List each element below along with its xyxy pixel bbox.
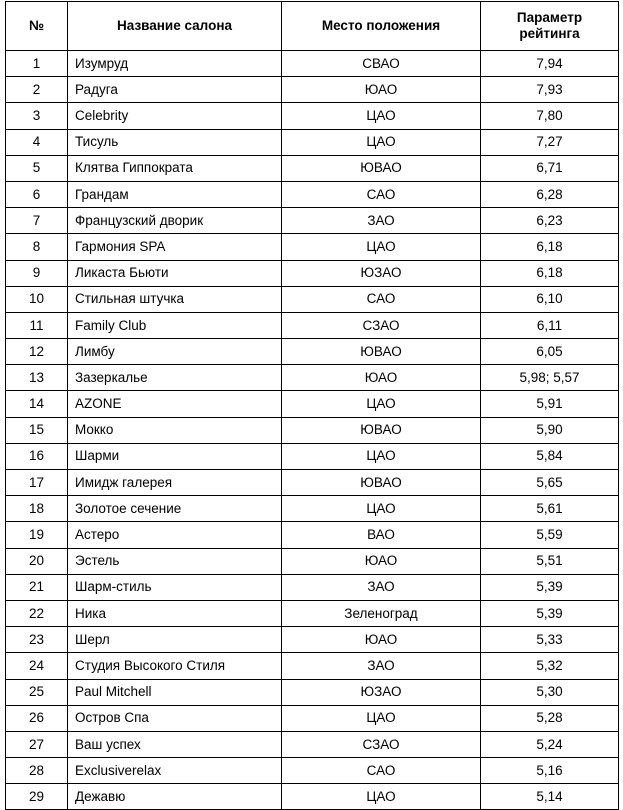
cell-name: Тисуль bbox=[68, 129, 282, 155]
cell-name: Изумруд bbox=[68, 51, 282, 77]
cell-rating: 6,10 bbox=[481, 286, 619, 312]
cell-location: ЮЗАО bbox=[282, 679, 481, 705]
cell-name: Paul Mitchell bbox=[68, 679, 282, 705]
cell-location: ЦАО bbox=[282, 129, 481, 155]
cell-name: Шарми bbox=[68, 443, 282, 469]
cell-rating: 5,84 bbox=[481, 443, 619, 469]
table-row bbox=[6, 627, 619, 653]
cell-location: ВАО bbox=[282, 522, 481, 548]
cell-rating: 6,71 bbox=[481, 155, 619, 181]
cell-num: 10 bbox=[6, 286, 68, 312]
cell-num: 2 bbox=[6, 77, 68, 103]
table-row bbox=[6, 391, 619, 417]
column-header-location: Место положения bbox=[282, 2, 481, 51]
cell-location: СЗАО bbox=[282, 731, 481, 757]
cell-location: ЮАО bbox=[282, 365, 481, 391]
cell-rating: 5,28 bbox=[481, 705, 619, 731]
cell-rating: 5,30 bbox=[481, 679, 619, 705]
table-row bbox=[6, 705, 619, 731]
cell-num: 16 bbox=[6, 443, 68, 469]
table-row bbox=[6, 443, 619, 469]
table-body bbox=[6, 51, 619, 810]
cell-rating: 6,18 bbox=[481, 260, 619, 286]
cell-num: 26 bbox=[6, 705, 68, 731]
cell-rating: 6,05 bbox=[481, 339, 619, 365]
cell-name: Стильная штучка bbox=[68, 286, 282, 312]
table-row bbox=[6, 234, 619, 260]
cell-num: 15 bbox=[6, 417, 68, 443]
cell-num: 28 bbox=[6, 758, 68, 784]
cell-rating: 5,14 bbox=[481, 784, 619, 810]
cell-rating: 7,93 bbox=[481, 77, 619, 103]
cell-num: 24 bbox=[6, 653, 68, 679]
cell-num: 14 bbox=[6, 391, 68, 417]
cell-location: ЮВАО bbox=[282, 155, 481, 181]
cell-location: ЗАО bbox=[282, 653, 481, 679]
cell-location: САО bbox=[282, 181, 481, 207]
table-row bbox=[6, 784, 619, 810]
cell-location: Зеленоград bbox=[282, 600, 481, 626]
cell-name: Exclusiverelax bbox=[68, 758, 282, 784]
cell-location: ЦАО bbox=[282, 391, 481, 417]
table-header-row bbox=[6, 2, 619, 51]
cell-name: Ника bbox=[68, 600, 282, 626]
table-row bbox=[6, 129, 619, 155]
table-row bbox=[6, 365, 619, 391]
table-row bbox=[6, 470, 619, 496]
cell-rating: 7,27 bbox=[481, 129, 619, 155]
cell-rating: 5,39 bbox=[481, 574, 619, 600]
table-row bbox=[6, 653, 619, 679]
cell-location: ЮАО bbox=[282, 77, 481, 103]
cell-name: Французский дворик bbox=[68, 208, 282, 234]
cell-name: Шарм-стиль bbox=[68, 574, 282, 600]
cell-num: 27 bbox=[6, 731, 68, 757]
cell-num: 8 bbox=[6, 234, 68, 260]
cell-name: Астеро bbox=[68, 522, 282, 548]
cell-name: Золотое сечение bbox=[68, 496, 282, 522]
cell-rating: 7,94 bbox=[481, 51, 619, 77]
cell-rating: 5,59 bbox=[481, 522, 619, 548]
column-header-number: № bbox=[6, 2, 68, 51]
cell-name: Лимбу bbox=[68, 339, 282, 365]
cell-location: ЮВАО bbox=[282, 417, 481, 443]
table-row bbox=[6, 548, 619, 574]
cell-location: ЦАО bbox=[282, 496, 481, 522]
cell-num: 9 bbox=[6, 260, 68, 286]
table-row bbox=[6, 51, 619, 77]
cell-name: Зазеркалье bbox=[68, 365, 282, 391]
table-row bbox=[6, 731, 619, 757]
cell-rating: 5,33 bbox=[481, 627, 619, 653]
table-row bbox=[6, 155, 619, 181]
cell-rating: 6,11 bbox=[481, 312, 619, 338]
table-row bbox=[6, 574, 619, 600]
table-row bbox=[6, 417, 619, 443]
cell-rating: 5,91 bbox=[481, 391, 619, 417]
cell-rating: 6,28 bbox=[481, 181, 619, 207]
cell-name: Celebrity bbox=[68, 103, 282, 129]
salon-rating-table bbox=[5, 1, 619, 810]
cell-location: САО bbox=[282, 286, 481, 312]
cell-num: 20 bbox=[6, 548, 68, 574]
cell-name: Студия Высокого Стиля bbox=[68, 653, 282, 679]
cell-location: САО bbox=[282, 758, 481, 784]
cell-num: 12 bbox=[6, 339, 68, 365]
cell-name: Радуга bbox=[68, 77, 282, 103]
cell-location: ЦАО bbox=[282, 103, 481, 129]
cell-name: Грандам bbox=[68, 181, 282, 207]
cell-name: Мокко bbox=[68, 417, 282, 443]
cell-name: Ликаста Бьюти bbox=[68, 260, 282, 286]
cell-location: ЦАО bbox=[282, 784, 481, 810]
cell-name: Ваш успех bbox=[68, 731, 282, 757]
cell-num: 23 bbox=[6, 627, 68, 653]
table-row bbox=[6, 312, 619, 338]
table-row bbox=[6, 77, 619, 103]
cell-num: 3 bbox=[6, 103, 68, 129]
cell-rating: 5,39 bbox=[481, 600, 619, 626]
table-row bbox=[6, 679, 619, 705]
table-row bbox=[6, 600, 619, 626]
cell-location: ЮАО bbox=[282, 548, 481, 574]
cell-name: Family Club bbox=[68, 312, 282, 338]
cell-location: ЮЗАО bbox=[282, 260, 481, 286]
cell-num: 1 bbox=[6, 51, 68, 77]
cell-rating: 5,98; 5,57 bbox=[481, 365, 619, 391]
cell-name: Гармония SPA bbox=[68, 234, 282, 260]
cell-rating: 6,18 bbox=[481, 234, 619, 260]
table-row bbox=[6, 286, 619, 312]
cell-num: 19 bbox=[6, 522, 68, 548]
cell-num: 21 bbox=[6, 574, 68, 600]
table-row bbox=[6, 758, 619, 784]
cell-location: СЗАО bbox=[282, 312, 481, 338]
cell-rating: 5,90 bbox=[481, 417, 619, 443]
table-row bbox=[6, 260, 619, 286]
column-header-name: Название салона bbox=[68, 2, 282, 51]
cell-location: ЦАО bbox=[282, 443, 481, 469]
cell-name: Эстель bbox=[68, 548, 282, 574]
cell-num: 11 bbox=[6, 312, 68, 338]
cell-rating: 5,16 bbox=[481, 758, 619, 784]
cell-location: СВАО bbox=[282, 51, 481, 77]
table-row bbox=[6, 181, 619, 207]
column-header-rating: Параметр рейтинга bbox=[481, 2, 619, 51]
table-row bbox=[6, 339, 619, 365]
cell-num: 6 bbox=[6, 181, 68, 207]
table-row bbox=[6, 496, 619, 522]
cell-name: Имидж галерея bbox=[68, 470, 282, 496]
cell-location: ЦАО bbox=[282, 234, 481, 260]
cell-name: Клятва Гиппократа bbox=[68, 155, 282, 181]
table-header bbox=[6, 2, 619, 51]
cell-num: 5 bbox=[6, 155, 68, 181]
cell-num: 4 bbox=[6, 129, 68, 155]
cell-num: 13 bbox=[6, 365, 68, 391]
cell-num: 29 bbox=[6, 784, 68, 810]
cell-num: 18 bbox=[6, 496, 68, 522]
cell-location: ЦАО bbox=[282, 705, 481, 731]
cell-location: ЗАО bbox=[282, 574, 481, 600]
table-row bbox=[6, 522, 619, 548]
cell-location: ЮВАО bbox=[282, 470, 481, 496]
cell-name: Остров Спа bbox=[68, 705, 282, 731]
cell-rating: 5,24 bbox=[481, 731, 619, 757]
cell-rating: 5,32 bbox=[481, 653, 619, 679]
cell-num: 25 bbox=[6, 679, 68, 705]
cell-location: ЮАО bbox=[282, 627, 481, 653]
cell-location: ЮВАО bbox=[282, 339, 481, 365]
cell-rating: 7,80 bbox=[481, 103, 619, 129]
cell-num: 17 bbox=[6, 470, 68, 496]
cell-num: 22 bbox=[6, 600, 68, 626]
table-row bbox=[6, 208, 619, 234]
cell-rating: 5,65 bbox=[481, 470, 619, 496]
cell-location: ЗАО bbox=[282, 208, 481, 234]
cell-name: Дежавю bbox=[68, 784, 282, 810]
cell-num: 7 bbox=[6, 208, 68, 234]
table-row bbox=[6, 103, 619, 129]
cell-rating: 6,23 bbox=[481, 208, 619, 234]
cell-name: Шерл bbox=[68, 627, 282, 653]
cell-rating: 5,51 bbox=[481, 548, 619, 574]
cell-name: AZONE bbox=[68, 391, 282, 417]
cell-rating: 5,61 bbox=[481, 496, 619, 522]
